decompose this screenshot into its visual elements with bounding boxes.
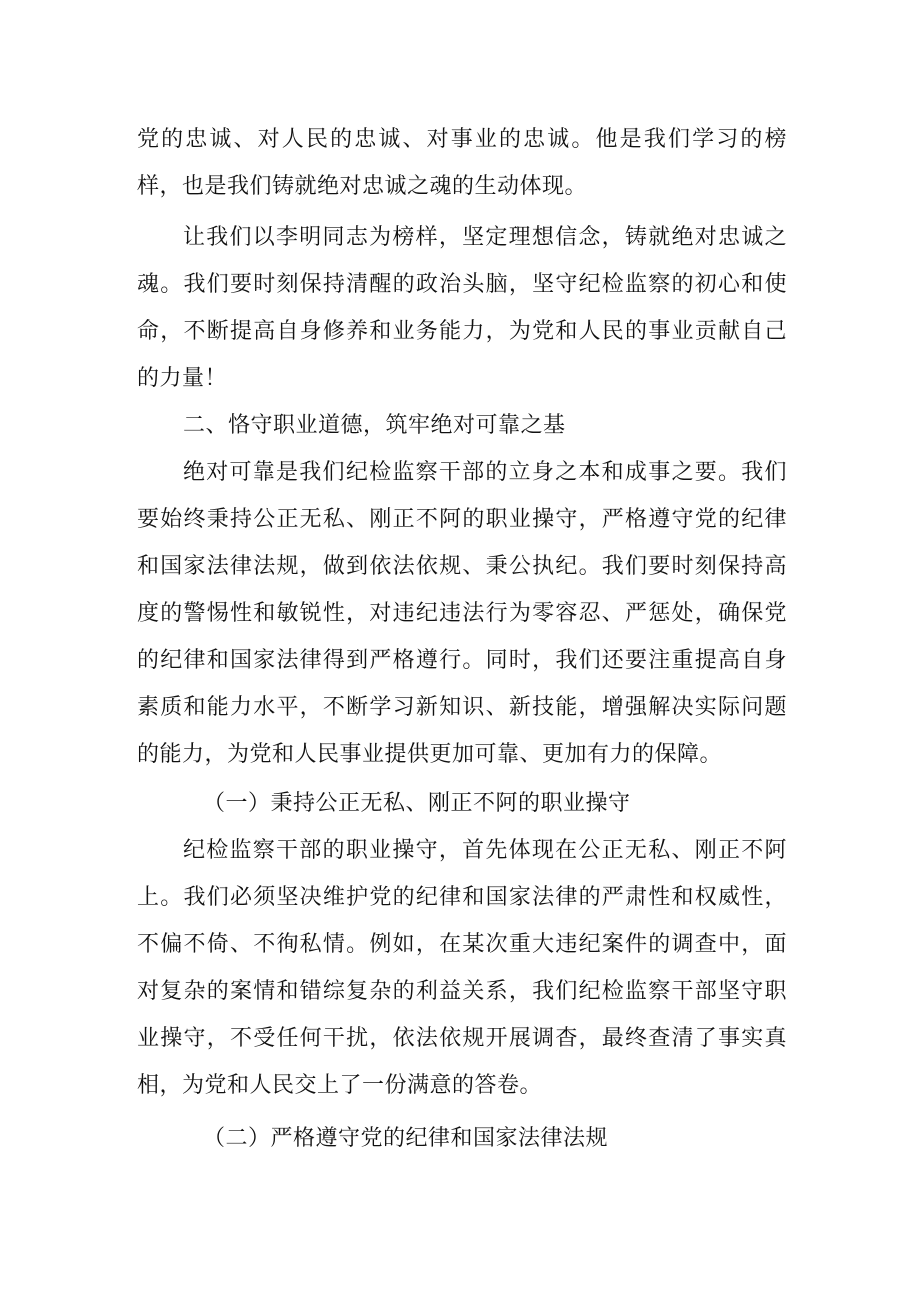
section-heading: 二、恪守职业道德，筑牢绝对可靠之基	[183, 413, 566, 438]
paragraph-body: 纪检监察干部的职业操守，首先体现在公正无私、刚正不阿上。我们必须坚决维护党的纪律和国家法律的严肃性和权威性，不偏不倚、不徇私情。例如，在某次重大违纪案件的调查中，面对复杂的案情和错综复杂的利益关系，我们纪检监察干部坚守职业操守，不受任何干扰，依法依规开展调杳，最终查清了事实真相，为党和人民交上了一份满意的答卷。	[137, 838, 787, 1098]
paragraph-continued: 党的忠诚、对人民的忠诚、对事业的忠诚。他是我们学习的榜样，也是我们铸就绝对忠诚之魂的生动体现。	[137, 127, 787, 199]
sub-heading: （二）严格遵守党的纪律和国家法律法规	[203, 1126, 609, 1151]
sub-heading: （一）秉持公正无私、刚正不阿的职业操守	[203, 791, 631, 816]
document-body	[137, 116, 787, 1162]
paragraph-body: 绝对可靠是我们纪检监察干部的立身之本和成事之要。我们要始终秉持公正无私、刚正不阿的职业操守，严格遵守党的纪律和国家法律法规，做到依法依规、秉公执纪。我们要时刻保持高度的警惕性和敏锐性，对违纪违法行为零容忍、严惩处，确保党的纪律和国家法律得到严格遵行。同时，我们还要注重提高自身素质和能力水平，不断学习新知识、新技能，增强解决实际问题的能力，为党和人民事业提供更加可靠、更加有力的保障。	[137, 460, 787, 767]
paragraph-body: 让我们以李明同志为榜样，坚定理想信念，铸就绝对忠诚之魂。我们要时刻保持清醒的政治头脑，坚守纪检监察的初心和使命，不断提高自身修养和业务能力，为党和人民的事业贡献自己的力量！	[137, 225, 787, 391]
